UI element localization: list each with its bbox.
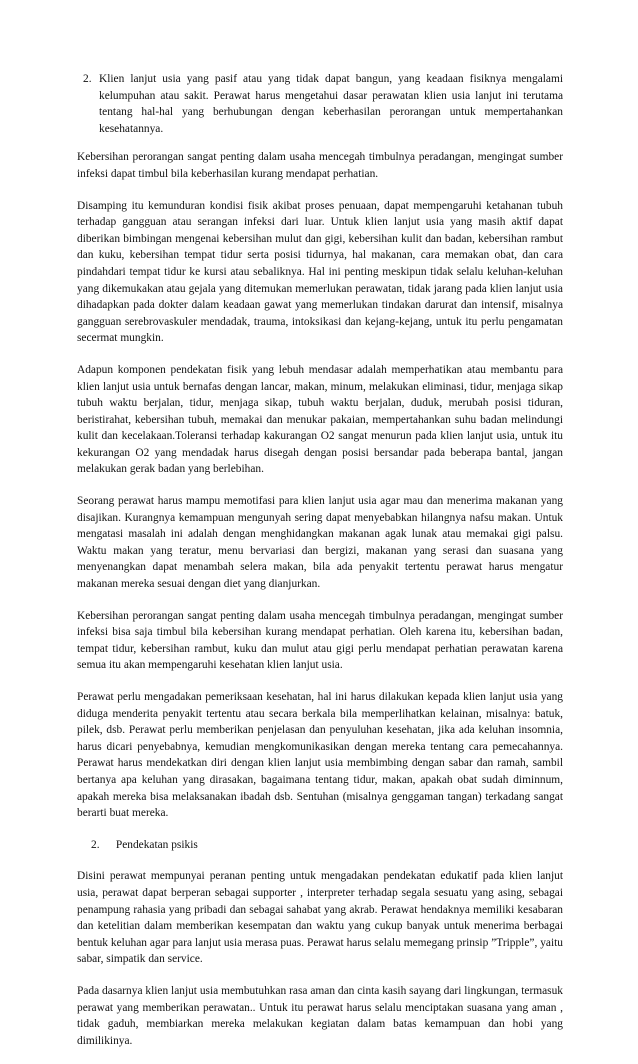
paragraph: Pada dasarnya klien lanjut usia membutuhkan rasa aman dan cinta kasih sayang dari lingkungan, termasuk perawat yang memberikan perawatan.. Untuk itu perawat harus selalu menciptakan suasana yang aman , tidak gaduh, membiarkan mereka melakukan kegiatan dalam batas kemampuan dan hobi yang dimilikinya. <box>77 984 563 1047</box>
numbered-item <box>77 71 563 137</box>
section-heading <box>77 837 563 854</box>
paragraph: Disamping itu kemunduran kondisi fisik akibat proses penuaan, dapat mempengaruhi ketahanan tubuh terhadap gangguan atau serangan infeksi dari luar. Untuk klien lanjut usia yang masih aktif dapat diberikan bimbingan mengenai kebersihan mulut dan gigi, kebersihan kulit dan badan, kebersihan rambut dan kuku, kebersihan tempat tidur serta posisi tidurnya, hal makanan, cara memakan obat, dan cara pindahdari tempat tidur ke kursi atau sebaliknya. Hal ini penting meskipun tidak selalu keluhan-keluhan yang dikemukakan atau gejala yang ditemukan memerlukan perawatan, tidak jarang pada klien lanjut usia dihadapkan pada dokter dalam keadaan gawat yang memerlukan tindakan darurat dan intensif, misalnya gangguan serebrovaskuler mendadak, trauma, intoksikasi dan kejang-kejang, untuk itu perlu pengamatan secermat mungkin. <box>77 199 563 345</box>
item-number: 2. <box>83 73 92 85</box>
paragraph: Adapun komponen pendekatan fisik yang lebuh mendasar adalah memperhatikan atau membantu para klien lanjut usia untuk bernafas dengan lancar, makan, minum, melakukan eliminasi, tidur, menjaga sikap tubuh waktu berjalan, tidur, menjaga sikap, tubuh waktu berjalan, duduk, merubah posisi tiduran, beristirahat, kebersihan tubuh, memakai dan menukar pakaian, mempertahankan suhu badan melindungi kulit dan kecelakaan.Toleransi terhadap kakurangan O2 sangat menurun pada klien lanjut usia, untuk itu kekurangan O2 yang mendadak harus disegah dengan posisi bersandar pada beberapa bantal, jangan melakukan gerak badan yang berlebihan. <box>77 363 563 476</box>
paragraph: Kebersihan perorangan sangat penting dalam usaha mencegah timbulnya peradangan, mengingat sumber infeksi bisa saja timbul bila kebersihan kurang mendapat perhatian. Oleh karena itu, kebersihan badan, tempat tidur, kebersihan rambut, kuku dan mulut atau gigi perlu mendapat perhatian perawatan karena semua itu akan mempengaruhi kesehatan klien lanjut usia. <box>77 609 563 672</box>
paragraph: Perawat perlu mengadakan pemeriksaan kesehatan, hal ini harus dilakukan kepada klien lanjut usia yang diduga menderita penyakit tertentu atau secara berkala bila memperlihatkan kelainan, misalnya: batuk, pilek, dsb. Perawat perlu memberikan penjelasan dan penyuluhan kesehatan, jika ada keluhan insomnia, harus dicari penyebabnya, kemudian mengkomunikasikan dengan mereka tentang cara pemecahannya. Perawat harus mendekatkan diri dengan klien lanjut usia membimbing dengan sabar dan ramah, sambil bertanya apa keluhan yang dirasakan, bagaimana tentang tidur, makan, apakah obat sudah diminnum, apakah mereka bisa melaksanakan ibadah dsb. Sentuhan (misalnya genggaman tangan) terkadang sangat berarti buat mereka. <box>77 691 563 820</box>
item-text: Klien lanjut usia yang pasif atau yang tidak dapat bangun, yang keadaan fisiknya mengalami kelumpuhan atau sakit. Perawat harus mengetahui dasar perawatan klien usia lanjut ini terutama tentang hal-hal yang berhubungan dengan keberhasilan perorangan untuk mempertahankan kesehatannya. <box>99 73 563 135</box>
section-title: Pendekatan psikis <box>115 838 198 851</box>
section-number: 2. <box>91 838 100 851</box>
paragraph: Disini perawat mempunyai peranan penting untuk mengadakan pendekatan edukatif pada klien lanjut usia, perawat dapat berperan sebagai supporter , interpreter terhadap segala sesuatu yang asing, sebagai penampung rahasia yang pribadi dan sebagai sahabat yang akrab. Perawat hendaknya memiliki kesabaran dan ketelitian dalam memberikan kesempatan dan waktu yang cukup banyak untuk menerima berbagai bentuk keluhan agar para lanjut usia merasa puas. Perawat harus selalu memegang prinsip ”Tripple”, yaitu sabar, simpatik dan service. <box>77 870 563 966</box>
paragraph: Kebersihan perorangan sangat penting dalam usaha mencegah timbulnya peradangan, mengingat sumber infeksi dapat timbul bila keberhasilan kurang mendapat perhatian. <box>77 151 563 180</box>
paragraph: Seorang perawat harus mampu memotifasi para klien lanjut usia agar mau dan menerima makanan yang disajikan. Kurangnya kemampuan mengunyah sering dapat menyebabkan hilangnya nafsu makan. Untuk mengatasi masalah ini adalah dengan menghidangkan makanan agak lunak atau memakai gigi palsu. Waktu makan yang teratur, menu bervariasi dan bergizi, makanan yang serasi dan suasana yang menyenangkan dapat menambah selera makan, bila ada penyakit tertentu perawat harus mengatur makanan mereka sesuai dengan diet yang dianjurkan. <box>77 495 563 591</box>
document-page <box>77 71 563 1064</box>
